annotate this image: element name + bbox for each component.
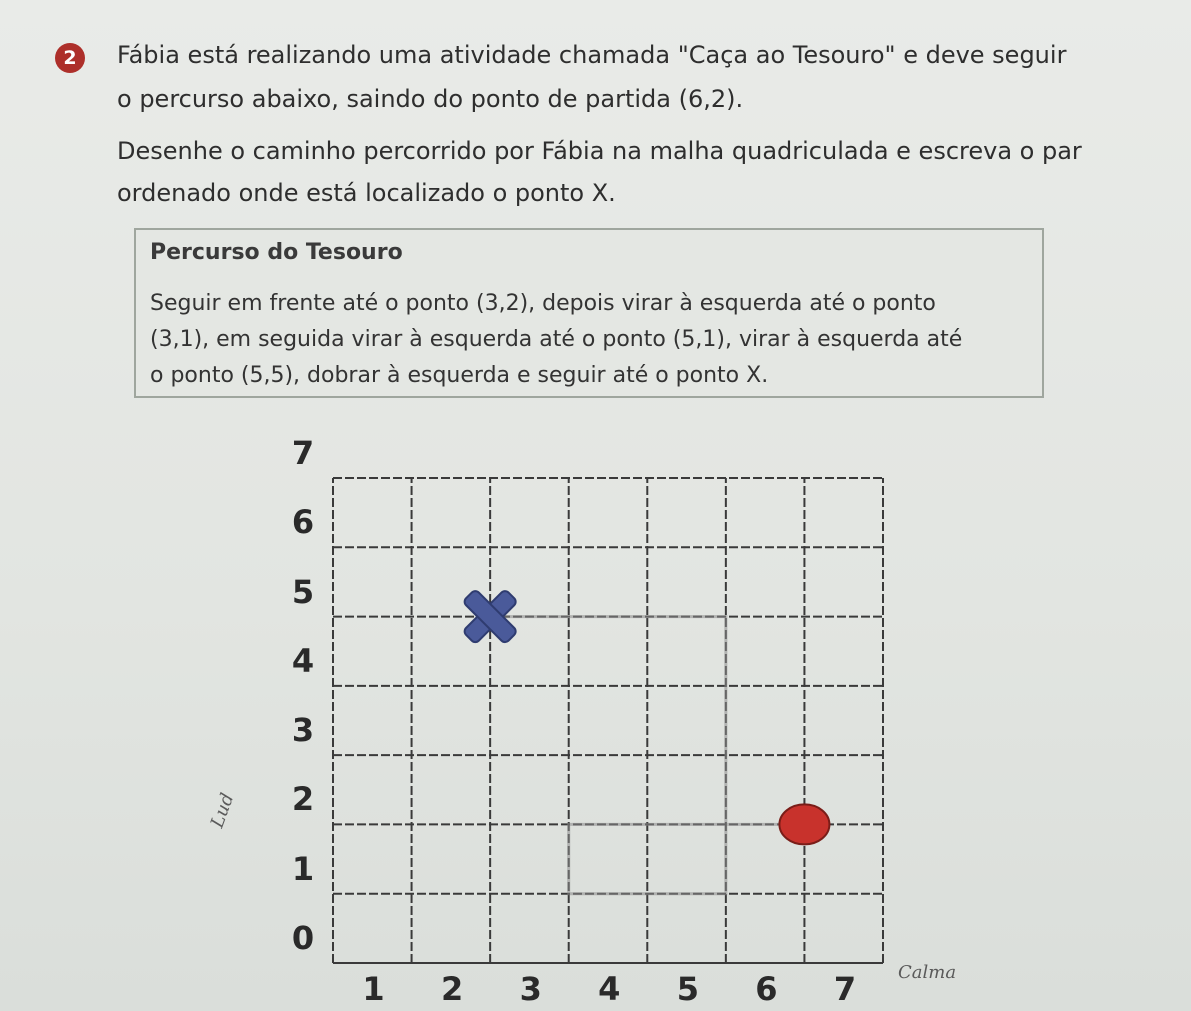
route-box-line-2: (3,1), em seguida virar à esquerda até o ponto (5,1), virar à esquerda até [150, 327, 963, 352]
x-tick-label-1: 1 [362, 970, 385, 1008]
y-tick-label-7: 7 [291, 434, 315, 472]
handwritten-margin-note: Lud [206, 790, 239, 831]
start-point-dot [779, 804, 829, 844]
x-tick-label-5: 5 [676, 970, 699, 1008]
route-box-line-1: Seguir em frente até o ponto (3,2), depois virar à esquerda até o ponto [150, 291, 936, 316]
x-tick-label-2: 2 [441, 970, 464, 1008]
y-tick-label-5: 5 [291, 572, 315, 611]
y-tick-label-6: 6 [291, 503, 315, 542]
x-tick-label-7: 7 [833, 970, 857, 1008]
question-text-line-2: o percurso abaixo, saindo do ponto de partida (6,2). [117, 85, 744, 113]
y-tick-label-2: 2 [291, 780, 315, 819]
route-box-title: Percurso do Tesouro [150, 240, 403, 265]
x-tick-label-6: 6 [755, 970, 778, 1008]
y-tick-label-3: 3 [291, 711, 315, 750]
question-text-line-1: Fábia está realizando uma atividade chamada "Caça ao Tesouro" e deve seguir [117, 41, 1067, 69]
y-tick-label-4: 4 [291, 641, 315, 680]
y-tick-label-1: 1 [291, 849, 315, 888]
question-text-line-4: ordenado onde está localizado o ponto X. [117, 179, 616, 207]
y-tick-label-0: 0 [291, 919, 315, 957]
x-tick-label-4: 4 [598, 970, 621, 1008]
handwritten-note-axis: Calma [898, 962, 957, 983]
question-number-badge: 2 [55, 43, 85, 73]
x-tick-label-3: 3 [519, 970, 542, 1008]
route-box-line-3: o ponto (5,5), dobrar à esquerda e seguir até o ponto X. [150, 363, 769, 388]
question-text-line-3: Desenhe o caminho percorrido por Fábia na malha quadriculada e escreva o par [117, 137, 1082, 165]
